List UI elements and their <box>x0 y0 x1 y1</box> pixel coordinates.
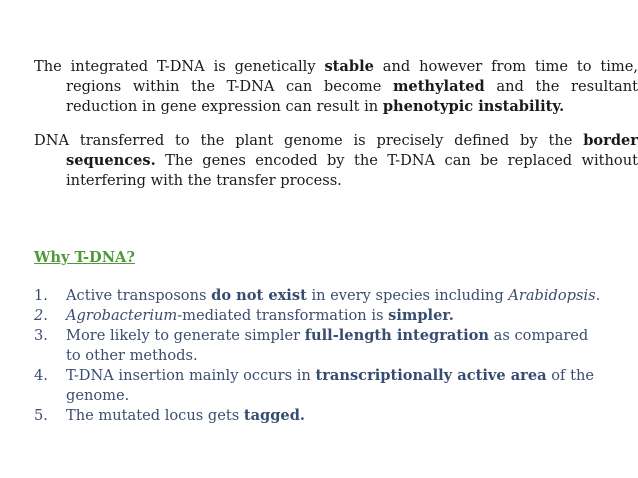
list-bold: transcriptionally active area <box>315 367 547 384</box>
list-text: Active transposons <box>66 287 212 304</box>
list-text: More likely to generate simpler <box>66 327 305 344</box>
p1-text-3: and the resultant reduction in gene expression can result in <box>66 78 638 115</box>
p2-text-1: DNA transferred to the plant genome is precisely defined by the <box>34 132 584 149</box>
list-number: 4. <box>34 367 48 384</box>
list-text: as compared to other methods. <box>66 327 589 364</box>
list-text: in every species including <box>306 287 509 304</box>
list-item <box>34 366 604 406</box>
p2-text-2: The genes encoded by the T-DNA can be replaced without interfering with the transfer process. <box>66 152 638 189</box>
list-bold: tagged. <box>243 407 306 424</box>
list-number: 3. <box>34 327 48 344</box>
list-italic: Agrobacterium <box>66 307 178 324</box>
list-bold: simpler. <box>388 307 454 324</box>
list-text: T-DNA insertion mainly occurs in <box>66 367 316 384</box>
paragraph-border-sequences <box>34 131 638 191</box>
list-text: The mutated locus gets <box>66 407 244 424</box>
list-number: 2. <box>34 307 48 324</box>
p1-text-1: The integrated T-DNA is genetically <box>34 58 325 75</box>
list-item <box>34 286 604 306</box>
list-number: 1. <box>34 287 48 304</box>
list-italic: Arabidopsis <box>508 287 596 304</box>
list-bold: full-length integration <box>304 327 490 344</box>
section-heading: Why T-DNA? <box>34 249 135 266</box>
list-item <box>34 306 604 326</box>
reasons-list <box>34 286 604 426</box>
list-text: . <box>595 287 601 304</box>
list-text: -mediated transformation is <box>177 307 389 324</box>
p1-text-2: and however from time to time, regions within the T-DNA can become <box>66 58 638 95</box>
p1-bold-phenotypic: phenotypic instability. <box>382 98 565 115</box>
list-item <box>34 406 604 426</box>
list-item <box>34 326 604 366</box>
p2-bold-border: border sequences. <box>66 132 638 169</box>
p1-bold-stable: stable <box>324 58 374 75</box>
list-bold: do not exist <box>211 287 307 304</box>
list-number: 5. <box>34 407 48 424</box>
paragraph-stability <box>34 57 638 117</box>
list-text: of the genome. <box>66 367 594 404</box>
p1-bold-methylated: methylated <box>392 78 485 95</box>
